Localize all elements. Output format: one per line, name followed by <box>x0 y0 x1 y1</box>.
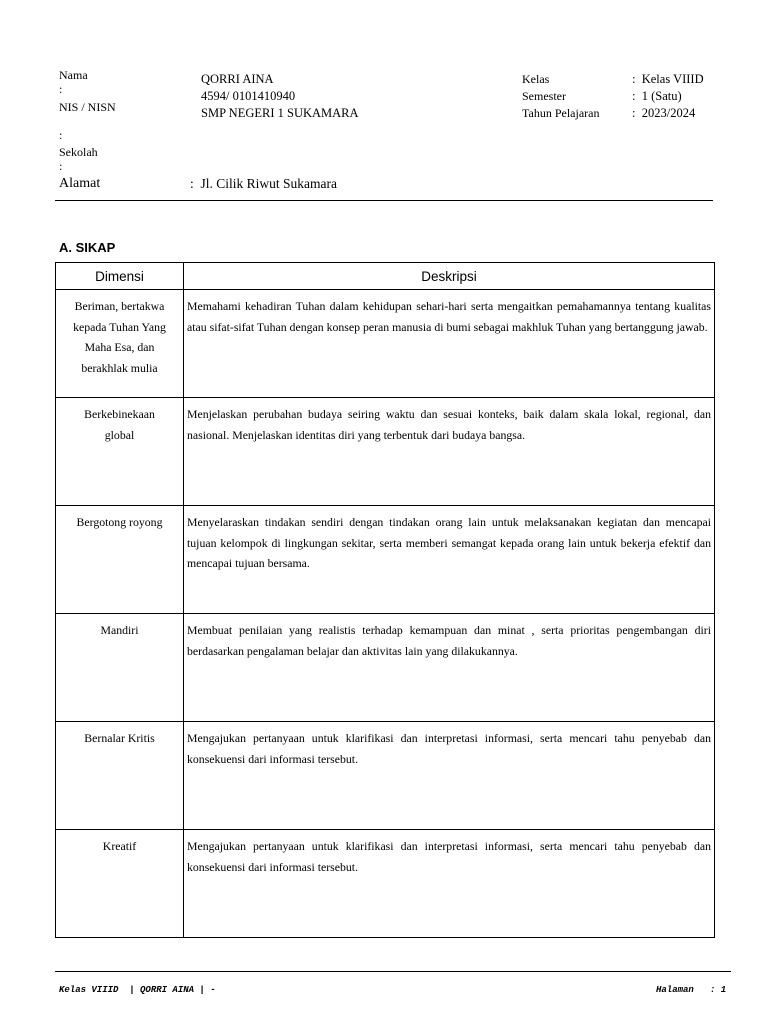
alamat-label: Alamat <box>59 176 101 191</box>
semester-label: Semester <box>522 89 566 103</box>
table-row <box>56 506 715 614</box>
footer-page-number: Halaman : 1 <box>656 985 727 995</box>
footer-divider <box>55 971 731 972</box>
nis-label: NIS / NISN <box>59 100 116 114</box>
dimensi-cell: Mandiri <box>56 614 184 722</box>
alamat-value: : Jl. Cilik Riwut Sukamara <box>190 176 337 191</box>
deskripsi-cell: Mengajukan pertanyaan untuk klarifikasi dan interpretasi informasi, serta mencari tahu penyebab dan konsekuensi dari informasi tersebut. <box>184 722 715 830</box>
header-divider <box>55 200 713 201</box>
nama-value: QORRI AINA <box>201 72 274 86</box>
nis-value: 4594/ 0101410940 <box>201 89 296 103</box>
column-header-deskripsi: Deskripsi <box>184 263 715 290</box>
table-header-row <box>56 263 715 290</box>
deskripsi-cell: Menyelaraskan tindakan sendiri dengan tindakan orang lain untuk melaksanakan kegiatan dan mencapai tujuan kelompok di lingkungan sekitar, serta memberi semangat kepada orang lain untuk bekerja efektif dan mencapai tujuan bersama. <box>184 506 715 614</box>
kelas-label: Kelas <box>522 72 550 86</box>
table-row <box>56 722 715 830</box>
nis-colon: : <box>59 128 63 142</box>
sikap-table <box>55 262 715 938</box>
deskripsi-cell: Menjelaskan perubahan budaya seiring waktu dan sesuai konteks, baik dalam skala lokal, regional, dan nasional. Menjelaskan identitas diri yang terbentuk dari budaya bangsa. <box>184 398 715 506</box>
dimensi-cell: Beriman, bertakwa kepada Tuhan Yang Maha Esa, dan berakhlak mulia <box>56 290 184 398</box>
deskripsi-cell: Memahami kehadiran Tuhan dalam kehidupan sehari-hari serta mengaitkan pemahamannya tentang kualitas atau sifat-sifat Tuhan dengan konsep peran manusia di bumi sebagai makhluk Tuhan yang bertanggung jawab. <box>184 290 715 398</box>
sekolah-value: SMP NEGERI 1 SUKAMARA <box>201 106 359 120</box>
tahun-label: Tahun Pelajaran <box>522 106 600 120</box>
dimensi-cell: Bernalar Kritis <box>56 722 184 830</box>
table-row <box>56 290 715 398</box>
footer-left-text: Kelas VIIID | QORRI AINA | - <box>59 985 216 995</box>
table-row <box>56 830 715 938</box>
table-row <box>56 614 715 722</box>
nama-colon: : <box>59 82 63 96</box>
nama-label: Nama <box>59 68 88 82</box>
deskripsi-cell: Membuat penilaian yang realistis terhadap kemampuan dan minat , serta prioritas pengembangan diri berdasarkan pengalaman belajar dan aktivitas lain yang dilakukannya. <box>184 614 715 722</box>
sekolah-colon: : <box>59 159 63 173</box>
deskripsi-cell: Mengajukan pertanyaan untuk klarifikasi dan interpretasi informasi, serta mencari tahu penyebab dan konsekuensi dari informasi tersebut. <box>184 830 715 938</box>
semester-value: : 1 (Satu) <box>632 89 682 103</box>
sekolah-label: Sekolah <box>59 145 98 159</box>
dimensi-cell: Bergotong royong <box>56 506 184 614</box>
dimensi-cell: Berkebinekaan global <box>56 398 184 506</box>
section-title: A. SIKAP <box>59 240 116 255</box>
dimensi-cell: Kreatif <box>56 830 184 938</box>
kelas-value: : Kelas VIIID <box>632 72 704 86</box>
table-row <box>56 398 715 506</box>
tahun-value: : 2023/2024 <box>632 106 696 120</box>
column-header-dimensi: Dimensi <box>56 263 184 290</box>
